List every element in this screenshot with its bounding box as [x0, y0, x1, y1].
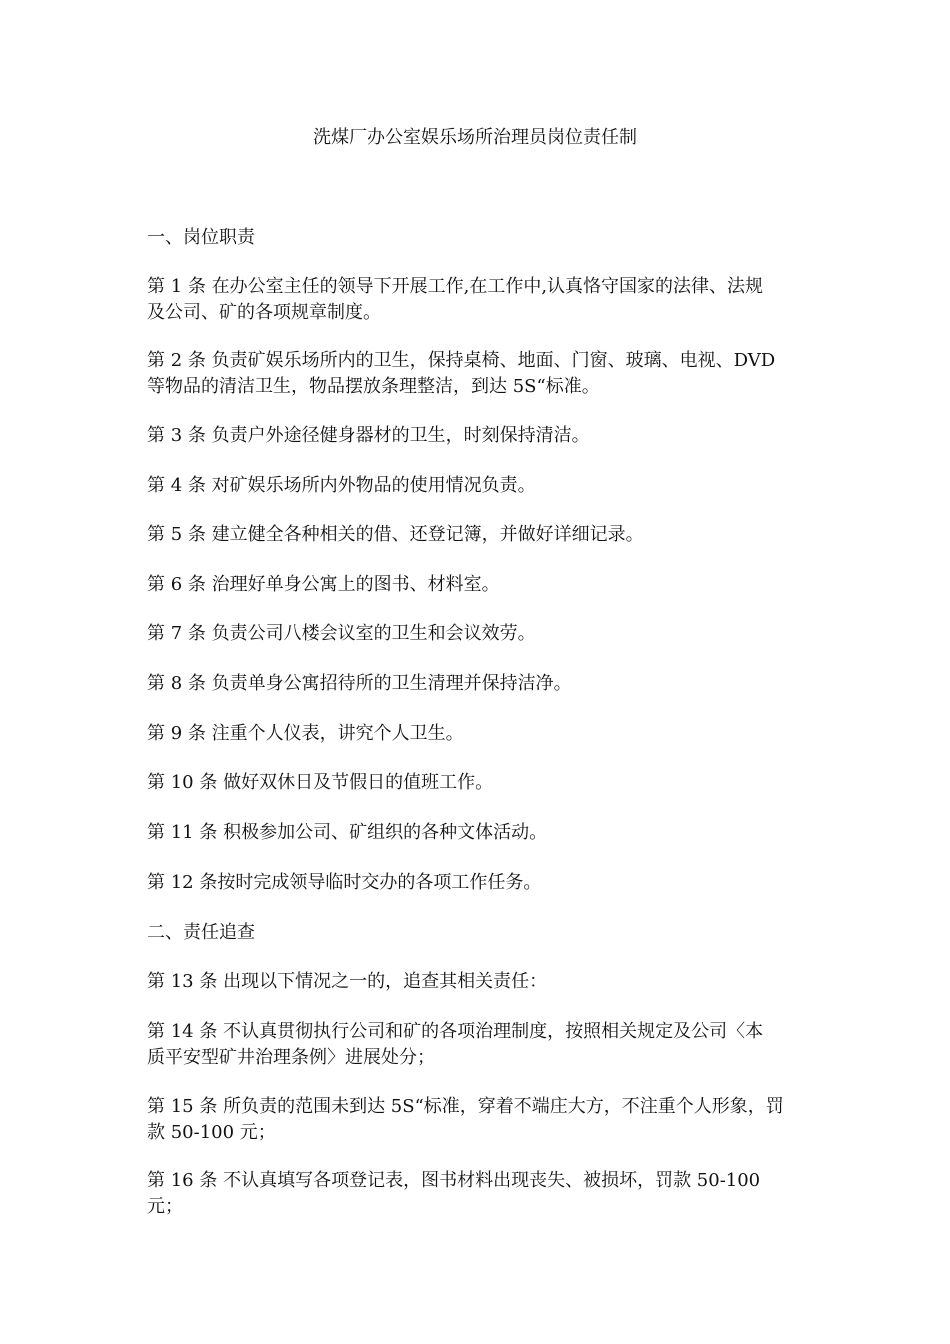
article-line: 第 2 条 负责矿娱乐场所内的卫生，保持桌椅、地面、门窗、玻璃、电视、DVD: [147, 350, 776, 371]
article-line: 第 3 条 负责户外途径健身器材的卫生，时刻保持清洁。: [147, 425, 590, 446]
article-line: 第 7 条 负责公司八楼会议室的卫生和会议效劳。: [147, 623, 536, 644]
article-line: 质平安型矿井治理条例〉进展处分；: [147, 1047, 435, 1068]
article-2: [147, 348, 807, 400]
article-line: 元；: [147, 1196, 183, 1217]
article-line: 及公司、矿的各项规章制度。: [147, 302, 381, 323]
article-line: 第 10 条 做好双休日及节假日的值班工作。: [147, 772, 494, 793]
article-line: 第 13 条 出现以下情况之一的，追查其相关责任：: [147, 971, 548, 992]
article-3: [147, 423, 807, 449]
article-14: [147, 1019, 807, 1071]
article-9: [147, 721, 807, 747]
document-title: 洗煤厂办公室娱乐场所治理员岗位责任制: [313, 127, 637, 148]
article-12: [147, 870, 807, 896]
article-line: 第 16 条 不认真填写各项登记表，图书材料出现丧失、被损坏，罚款 50-100: [147, 1170, 761, 1191]
article-line: 第 11 条 积极参加公司、矿组织的各种文体活动。: [147, 822, 548, 843]
article-5: [147, 522, 807, 548]
article-line: 第 6 条 治理好单身公寓上的图书、材料室。: [147, 574, 500, 595]
article-8: [147, 671, 807, 697]
article-line: 第 1 条 在办公室主任的领导下开展工作,在工作中,认真恪守国家的法律、法规: [147, 276, 764, 297]
section-heading-duties: 一、岗位职责: [147, 227, 255, 248]
article-line: 第 8 条 负责单身公寓招待所的卫生清理并保持洁净。: [147, 673, 572, 694]
article-15: [147, 1094, 807, 1146]
article-11: [147, 820, 807, 846]
article-6: [147, 572, 807, 598]
article-line: 款 50-100 元；: [147, 1122, 276, 1143]
article-line: 第 15 条 所负责的范围未到达 5S“标准，穿着不端庄大方，不注重个人形象，罚: [147, 1096, 784, 1117]
article-16: [147, 1168, 807, 1220]
article-7: [147, 621, 807, 647]
article-4: [147, 473, 807, 499]
article-line: 第 5 条 建立健全各种相关的借、还登记簿，并做好详细记录。: [147, 524, 644, 545]
article-1: [147, 274, 807, 326]
article-line: 第 9 条 注重个人仪表，讲究个人卫生。: [147, 723, 464, 744]
article-13: [147, 969, 807, 995]
article-line: 第 14 条 不认真贯彻执行公司和矿的各项治理制度，按照相关规定及公司〈本: [147, 1021, 764, 1042]
article-10: [147, 770, 807, 796]
article-line: 第 12 条按时完成领导临时交办的各项工作任务。: [147, 872, 542, 893]
article-line: 等物品的清洁卫生，物品摆放条理整洁，到达 5S“标准。: [147, 376, 600, 397]
article-line: 第 4 条 对矿娱乐场所内外物品的使用情况负责。: [147, 475, 536, 496]
section-heading-accountability: 二、责任追查: [147, 922, 255, 943]
